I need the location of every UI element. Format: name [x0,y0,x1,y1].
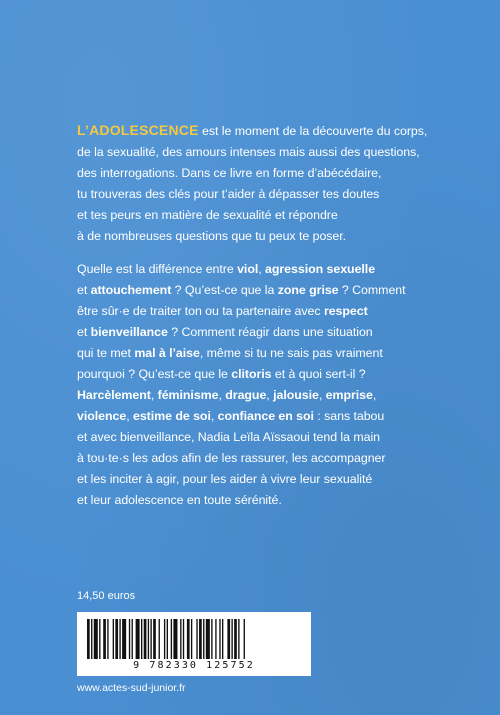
isbn-digits: 9 782330 125752 [133,660,255,671]
text-run: et à quoi sert-il ? [271,367,366,381]
emphasized-term: attouchement [90,283,172,297]
text-run: ? Comment [338,283,406,297]
emphasized-term: estime de soi [132,409,211,423]
text-run: et [77,325,91,339]
emphasized-term: bienveillance [90,325,168,339]
barcode [77,612,311,676]
text-run: être sûr·e de traiter ton ou ta partenaire avec [77,304,324,318]
text-run: , même si tu ne sais pas vraiment [199,346,383,360]
emphasized-term: clitoris [231,367,272,381]
publisher-website: www.actes-sud-junior.fr [77,682,186,694]
text-run: , [318,388,326,402]
emphasized-term: Harcèlement [77,388,151,402]
text-run: , [372,388,377,402]
text-run: , [150,388,158,402]
emphasized-term: confiance en soi [217,409,314,423]
price-label: 14,50 euros [77,590,136,602]
emphasized-term: emprise [325,388,373,402]
text-run: Quelle est la différence entre [77,262,238,276]
emphasized-term: violence [77,409,127,423]
text-run: , [126,409,133,423]
intro-paragraph [77,120,477,247]
text-run: de la sexualité, des amours intenses mais aussi des questions, [77,145,420,159]
text-run: ? Comment réagir dans une situation [167,325,373,339]
text-run: des interrogations. Dans ce livre en forme d’abécédaire, [77,166,382,180]
text-run: tu trouveras des clés pour t’aider à dépasser tes doutes [77,187,380,201]
text-run: à de nombreuses questions que tu peux te poser. [77,229,347,243]
text-run: et tes peurs en matière de sexualité et répondre [77,208,338,222]
text-run: et [77,283,91,297]
text-run: pourquoi ? Qu’est-ce que le [77,367,232,381]
text-run: et les inciter à agir, pour les aider à vivre leur sexualité [77,472,373,486]
text-run: : sans tabou [313,409,385,423]
questions-paragraph [77,259,477,511]
text-run: , [210,409,218,423]
emphasized-term: jalousie [273,388,319,402]
emphasized-term: mal à l’aise [134,346,200,360]
lead-word: L’ADOLESCENCE [77,122,199,138]
emphasized-term: féminisme [157,388,219,402]
text-run: et avec bienveillance, Nadia Leïla Aïssaoui tend la main [77,430,381,444]
emphasized-term: agression sexuelle [265,262,376,276]
emphasized-term: drague [225,388,267,402]
emphasized-term: respect [323,304,368,318]
text-run: , [266,388,274,402]
text-run: et leur adolescence en toute sérénité. [77,493,282,507]
emphasized-term: zone grise [277,283,339,297]
ean-13-barcode-icon [87,619,301,659]
text-run: qui te met [77,346,135,360]
text-run: , [258,262,266,276]
text-run: à tou·te·s les ados afin de les rassurer, les accompagner [77,451,386,465]
emphasized-term: viol [237,262,259,276]
text-run: , [218,388,226,402]
text-run: est le moment de la découverte du corps, [198,124,428,138]
text-run: ? Qu’est-ce que la [171,283,278,297]
